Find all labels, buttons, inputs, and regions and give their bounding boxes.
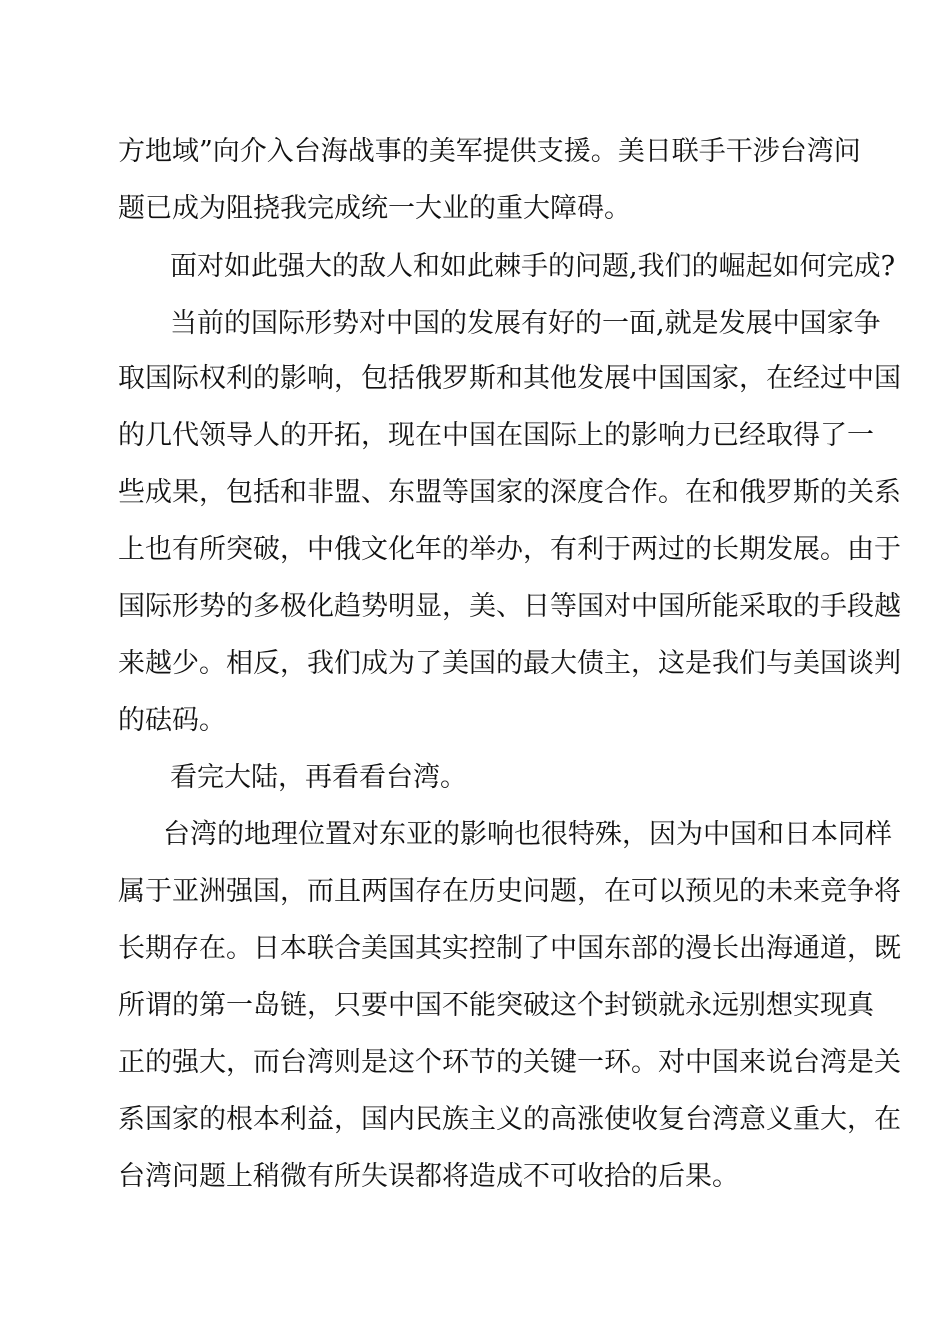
text-line-18: 系国家的根本利益，国内民族主义的高涨使收复台湾意义重大，在 — [118, 1104, 901, 1135]
text-line-6: 的几代领导人的开拓，现在中国在国际上的影响力已经取得了一 — [118, 420, 874, 451]
text-line-14: 属于亚洲强国，而且两国存在历史问题，在可以预见的未来竞争将 — [118, 876, 901, 907]
text-line-1: 方地域”向介入台海战事的美军提供支援。美日联手干涉台湾问 — [118, 136, 861, 167]
text-line-13: 台湾的地理位置对东亚的影响也很特殊，因为中国和日本同样 — [163, 819, 892, 850]
text-line-3: 面对如此强大的敌人和如此棘手的问题,我们的崛起如何完成? — [170, 251, 896, 282]
text-line-19: 台湾问题上稍微有所失误都将造成不可收拾的后果。 — [118, 1161, 739, 1192]
text-line-8: 上也有所突破，中俄文化年的举办，有利于两过的长期发展。由于 — [118, 534, 901, 565]
text-line-10: 来越少。相反，我们成为了美国的最大债主，这是我们与美国谈判 — [118, 648, 901, 679]
text-line-9: 国际形势的多极化趋势明显，美、日等国对中国所能采取的手段越 — [118, 591, 901, 622]
text-line-12: 看完大陆，再看看台湾。 — [170, 762, 467, 793]
text-line-11: 的砝码。 — [118, 705, 226, 736]
text-line-15: 长期存在。日本联合美国其实控制了中国东部的漫长出海通道，既 — [118, 933, 901, 964]
text-line-5: 取国际权利的影响，包括俄罗斯和其他发展中国国家，在经过中国 — [118, 363, 901, 394]
text-line-7: 些成果，包括和非盟、东盟等国家的深度合作。在和俄罗斯的关系 — [118, 477, 901, 508]
text-line-16: 所谓的第一岛链，只要中国不能突破这个封锁就永远别想实现真 — [118, 990, 874, 1021]
text-line-4: 当前的国际形势对中国的发展有好的一面,就是发展中国家争 — [170, 308, 881, 339]
text-line-17: 正的强大，而台湾则是这个环节的关键一环。对中国来说台湾是关 — [118, 1047, 901, 1078]
text-line-2: 题已成为阻挠我完成统一大业的重大障碍。 — [118, 193, 631, 224]
